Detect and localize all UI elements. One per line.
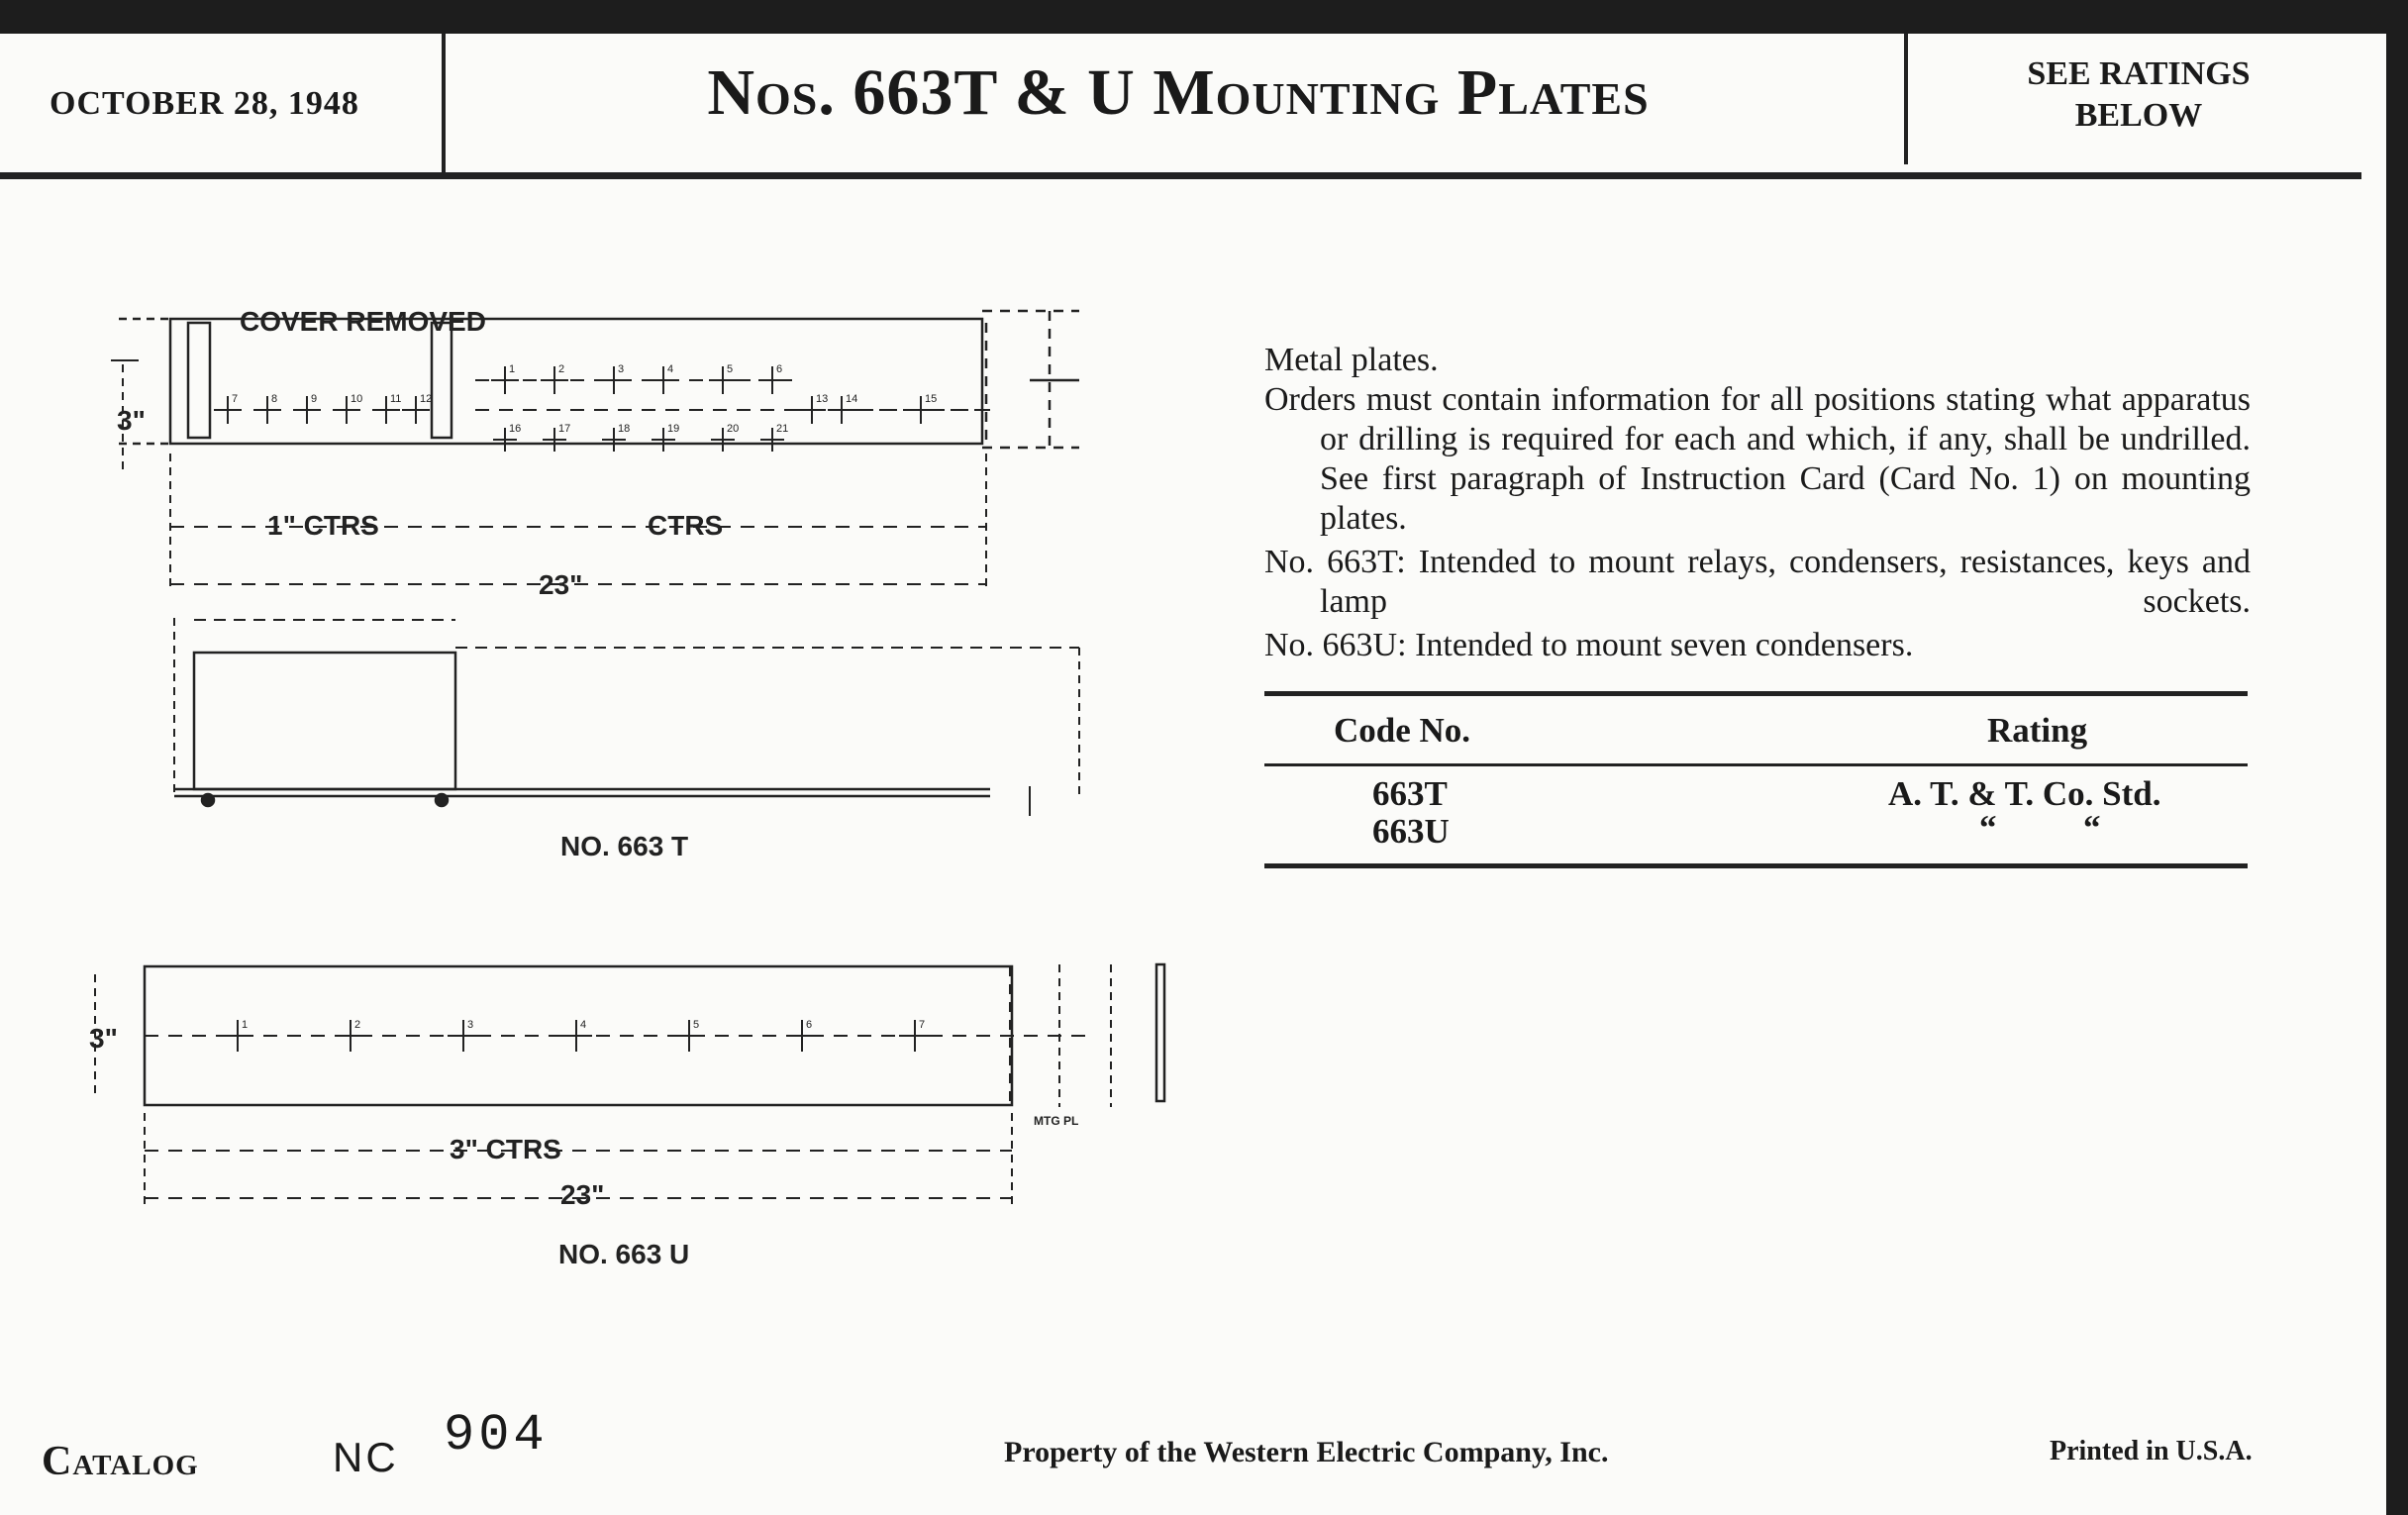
- position-cross-t: [709, 363, 737, 394]
- position-cross-u: [673, 1019, 705, 1052]
- table-row-2-code: 663U: [1372, 812, 1450, 851]
- position-cross-t: [402, 393, 432, 424]
- height-label-u: 3": [89, 1023, 118, 1054]
- footer-catalog: Catalog: [42, 1439, 199, 1484]
- svg-text:20: 20: [727, 423, 740, 435]
- svg-text:6: 6: [776, 363, 783, 375]
- table-header-rule: [1264, 763, 2248, 766]
- footer-no: NC: [333, 1434, 399, 1480]
- position-cross-t: [907, 393, 937, 424]
- position-cross-t: [760, 423, 788, 452]
- table-row-1-code: 663T: [1372, 774, 1448, 813]
- position-cross-t: [711, 423, 739, 452]
- ratings-line-2: BELOW: [2074, 97, 2203, 134]
- position-cross-t: [214, 393, 242, 424]
- svg-text:15: 15: [925, 393, 938, 405]
- svg-text:10: 10: [351, 393, 363, 405]
- svg-text:4: 4: [580, 1019, 587, 1031]
- position-cross-t: [333, 393, 362, 424]
- svg-text:8: 8: [271, 393, 278, 405]
- svg-text:11: 11: [390, 393, 402, 405]
- table-row-2-rating: “ “: [1979, 808, 2101, 847]
- description-663t-text: Intended to mount relays, condensers, resistances, keys and lamp sockets.: [1320, 544, 2251, 620]
- mtg-pl-label: MTG PL: [1034, 1114, 1079, 1128]
- catalog-card: [0, 34, 2386, 1515]
- header-ratings-note: [1916, 53, 2361, 137]
- ctrs-label-1: 1" CTRS: [267, 510, 379, 541]
- position-cross-t: [543, 423, 570, 452]
- svg-text:5: 5: [693, 1019, 700, 1031]
- svg-text:7: 7: [919, 1019, 926, 1031]
- svg-text:3: 3: [467, 1019, 474, 1031]
- svg-text:14: 14: [846, 393, 858, 405]
- position-cross-t: [253, 393, 281, 424]
- ratings-line-1: SEE RATINGS: [2027, 55, 2251, 92]
- position-cross-t: [541, 363, 568, 394]
- height-label-t: 3": [117, 405, 146, 436]
- description-663u-label: No. 663U:: [1264, 627, 1407, 663]
- table-header-rating: Rating: [1987, 711, 2088, 750]
- svg-text:18: 18: [618, 423, 631, 435]
- overall-length-u: 23": [560, 1179, 605, 1210]
- position-cross-t: [493, 423, 521, 452]
- svg-text:1: 1: [242, 1019, 249, 1031]
- table-header-code: Code No.: [1334, 711, 1471, 750]
- overall-length-t: 23": [539, 569, 583, 600]
- drawing-663t-positions: [214, 363, 937, 452]
- position-cross-t: [600, 363, 628, 394]
- table-bottom-rule: [1264, 863, 2248, 868]
- page-title: Nos. 663T & U Mounting Plates: [707, 56, 1650, 129]
- svg-text:1: 1: [509, 363, 516, 375]
- svg-text:5: 5: [727, 363, 734, 375]
- ratings-table: [1264, 691, 2248, 909]
- position-cross-t: [798, 393, 828, 424]
- drawing-663u-front-view: [95, 964, 1164, 1204]
- svg-text:19: 19: [667, 423, 680, 435]
- position-cross-t: [293, 393, 321, 424]
- description-663t-label: No. 663T:: [1264, 544, 1406, 580]
- table-top-rule: [1264, 691, 2248, 696]
- caption-663u: NO. 663 U: [558, 1239, 690, 1269]
- drawing-663u-positions: [222, 1019, 931, 1052]
- header-divider-right: [1904, 34, 1908, 164]
- position-cross-t: [828, 393, 857, 424]
- svg-text:17: 17: [558, 423, 571, 435]
- position-cross-t: [650, 363, 677, 394]
- technical-drawings: [0, 34, 1238, 1321]
- ctrs-label-u: 3" CTRS: [450, 1134, 561, 1164]
- svg-text:21: 21: [776, 423, 789, 435]
- svg-text:9: 9: [311, 393, 318, 405]
- footer-property: Property of the Western Electric Company, Inc.: [1004, 1436, 1609, 1468]
- table-row-1-rating: A. T. & T. Co. Std.: [1888, 774, 2161, 813]
- position-cross-u: [899, 1019, 931, 1052]
- drawing-663t-side-view: [174, 618, 1079, 816]
- position-cross-u: [335, 1019, 366, 1052]
- svg-text:4: 4: [667, 363, 674, 375]
- position-cross-t: [652, 423, 679, 452]
- svg-text:16: 16: [509, 423, 522, 435]
- description-663u: [1264, 626, 2251, 665]
- description-block: [1264, 341, 2251, 665]
- position-cross-t: [602, 423, 630, 452]
- position-cross-t: [758, 363, 786, 394]
- description-663u-text: Intended to mount seven condensers.: [1415, 627, 1914, 663]
- svg-text:13: 13: [816, 393, 829, 405]
- ctrs-label-2: CTRS: [648, 510, 724, 541]
- position-cross-u: [222, 1019, 253, 1052]
- description-663t: [1264, 543, 2251, 622]
- svg-text:3: 3: [618, 363, 625, 375]
- description-p2: Orders must contain information for all positions stating what apparatus or drilling is required for each and which, if any, shall be undrilled. See first paragraph of Instruction Card (Card No. 1) on mounting plates.: [1264, 381, 2251, 537]
- position-cross-t: [491, 363, 519, 394]
- position-cross-u: [786, 1019, 818, 1052]
- svg-text:7: 7: [232, 393, 239, 405]
- cover-removed-label: COVER REMOVED: [240, 306, 486, 337]
- position-cross-t: [372, 393, 401, 424]
- header-date: OCTOBER 28, 1948: [50, 85, 359, 122]
- footer-catalog-number: 904: [444, 1406, 549, 1464]
- svg-text:2: 2: [558, 363, 565, 375]
- svg-text:2: 2: [354, 1019, 361, 1031]
- description-p1: Metal plates.: [1264, 342, 1439, 378]
- svg-text:6: 6: [806, 1019, 813, 1031]
- position-cross-u: [448, 1019, 479, 1052]
- svg-text:12: 12: [420, 393, 433, 405]
- caption-663t: NO. 663 T: [560, 831, 689, 861]
- footer-printed: Printed in U.S.A.: [2050, 1436, 2253, 1466]
- position-cross-u: [560, 1019, 592, 1052]
